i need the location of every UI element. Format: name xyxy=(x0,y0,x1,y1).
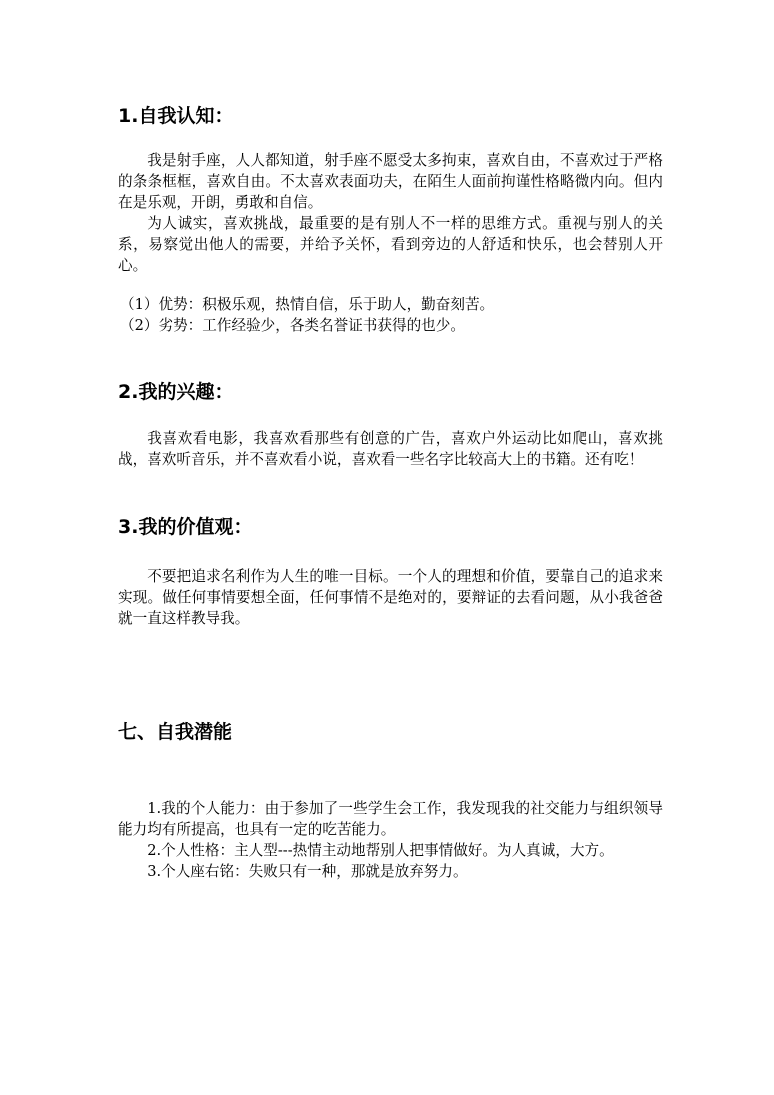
potential-item-1: 1.我的个人能力：由于参加了一些学生会工作，我发现我的社交能力与组织领导能力均有所提高，也具有一定的吃苦能力。 xyxy=(118,800,663,838)
heading-interests: 2.我的兴趣： xyxy=(118,381,234,403)
potential-item-2: 2.个人性格：主人型---热情主动地帮别人把事情做好。为人真诚，大方。 xyxy=(147,842,614,859)
potential-item-3: 3.个人座右铭：失败只有一种，那就是放弃努力。 xyxy=(147,863,468,880)
strength-item: （1）优势：积极乐观，热情自信，乐于助人，勤奋刻苦。 xyxy=(120,296,495,313)
interests-paragraph: 我喜欢看电影，我喜欢看那些有创意的广告，喜欢户外运动比如爬山，喜欢挑战，喜欢听音乐，并不喜欢看小说，喜欢看一些名字比较高大上的书籍。还有吃！ xyxy=(118,430,663,468)
values-paragraph: 不要把追求名利作为人生的唯一目标。一个人的理想和价值，要靠自己的追求来实现。做任何事情要想全面，任何事情不是绝对的，要辩证的去看问题，从小我爸爸就一直这样教导我。 xyxy=(118,568,663,627)
heading-self-cognition: 1.自我认知： xyxy=(118,105,234,127)
weakness-item: （2）劣势：工作经验少，各类名誉证书获得的也少。 xyxy=(120,317,465,334)
self-cognition-paragraph-2: 为人诚实，喜欢挑战，最重要的是有别人不一样的思维方式。重视与别人的关系，易察觉出他人的需要，并给予关怀，看到旁边的人舒适和快乐，也会替别人开心。 xyxy=(118,215,663,274)
self-cognition-paragraph-1: 我是射手座，人人都知道，射手座不愿受太多拘束，喜欢自由，不喜欢过于严格的条条框框，喜欢自由。不太喜欢表面功夫，在陌生人面前拘谨性格略微内向。但内在是乐观，开朗，勇敢和自信。 xyxy=(118,152,663,211)
heading-values: 3.我的价值观： xyxy=(118,516,253,538)
heading-potential: 七、自我潜能 xyxy=(118,721,233,743)
